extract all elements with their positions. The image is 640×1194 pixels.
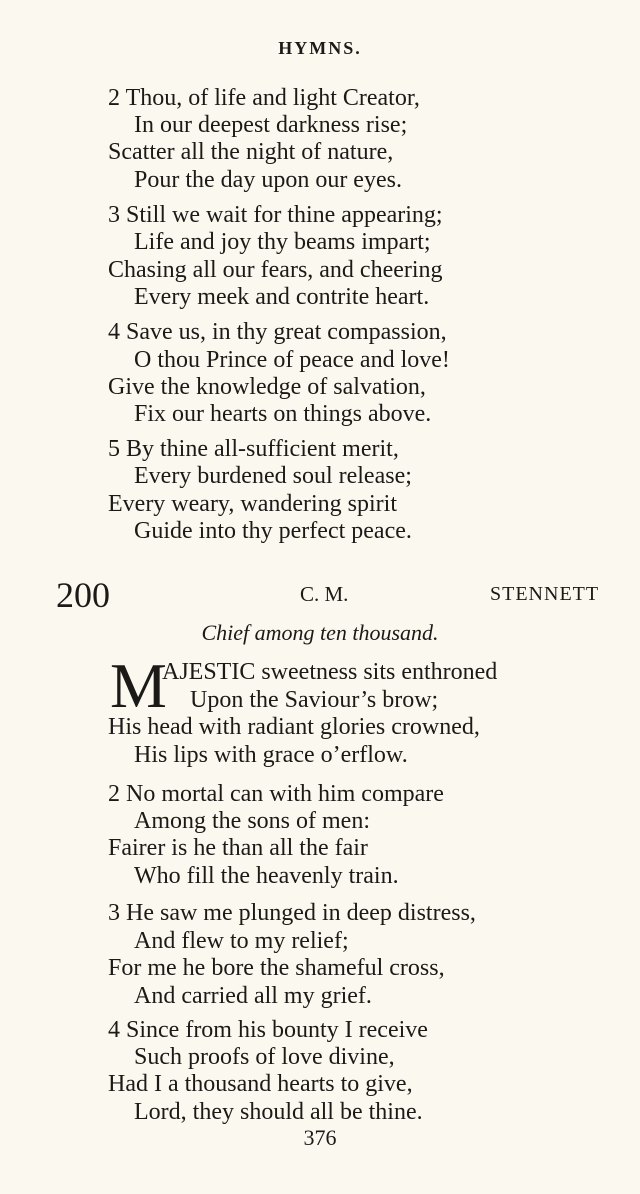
verse-line: His lips with grace o’erflow.: [134, 742, 408, 768]
verse-line: Life and joy thy beams impart;: [134, 229, 431, 255]
verse-line: Give the knowledge of salvation,: [108, 374, 426, 400]
verse-line: In our deepest darkness rise;: [134, 112, 408, 138]
verse-line: 3 He saw me plunged in deep distress,: [108, 900, 476, 926]
verse-line: AJESTIC sweetness sits enthroned: [162, 659, 498, 685]
verse-line: And flew to my relief;: [134, 928, 349, 954]
verse-line: O thou Prince of peace and love!: [134, 347, 450, 373]
verse-line: Chasing all our fears, and cheering: [108, 257, 443, 283]
hymn-meter: C. M.: [300, 582, 349, 606]
hymn-number: 200: [56, 575, 110, 615]
verse-line: 2 Thou, of life and light Creator,: [108, 85, 420, 111]
verse-line: Every burdened soul release;: [134, 463, 412, 489]
verse-line: 2 No mortal can with him compare: [108, 781, 444, 807]
hymn-author: STENNETT: [490, 583, 600, 605]
verse-line: Every weary, wandering spirit: [108, 491, 398, 517]
verse-line: For me he bore the shameful cross,: [108, 955, 445, 981]
verse-line: And carried all my grief.: [134, 983, 372, 1009]
verse-line: Fairer is he than all the fair: [108, 835, 368, 861]
verse-line: Upon the Saviour’s brow;: [190, 687, 439, 713]
verse-line: Guide into thy perfect peace.: [134, 518, 412, 544]
verse-line: His head with radiant glories crowned,: [108, 714, 480, 740]
hymn-subtitle: Chief among ten thousand.: [201, 620, 439, 645]
verse-line: Among the sons of men:: [134, 808, 370, 834]
running-head: HYMNS.: [278, 38, 362, 58]
drop-cap: M: [110, 650, 167, 721]
verse-line: Pour the day upon our eyes.: [134, 167, 402, 193]
verse-line: Such proofs of love divine,: [134, 1044, 395, 1070]
verse-line: Scatter all the night of nature,: [108, 139, 394, 165]
verse-line: 4 Save us, in thy great compassion,: [108, 319, 447, 345]
verse-line: Who fill the heavenly train.: [134, 863, 399, 889]
verse-line: 4 Since from his bounty I receive: [108, 1017, 428, 1043]
verse-line: 5 By thine all-sufficient merit,: [108, 436, 399, 462]
page-number: 376: [303, 1125, 337, 1150]
verse-line: Fix our hearts on things above.: [134, 401, 432, 427]
verse-line: Had I a thousand hearts to give,: [108, 1071, 413, 1097]
verse-line: 3 Still we wait for thine appearing;: [108, 202, 443, 228]
verse-line: Lord, they should all be thine.: [134, 1099, 423, 1125]
verse-line: Every meek and contrite heart.: [134, 284, 430, 310]
